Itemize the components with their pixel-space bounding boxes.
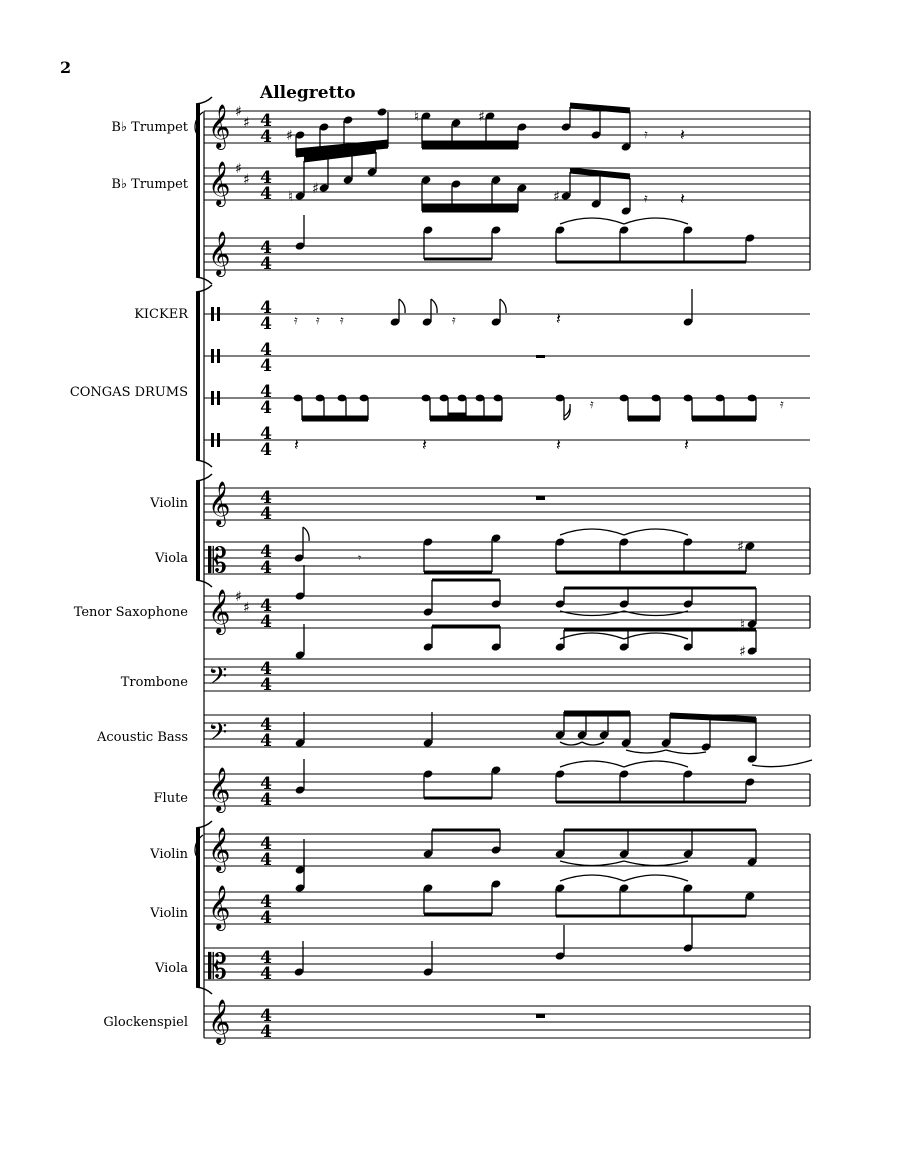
staff-label-violin-2: Violin	[150, 847, 188, 862]
treble-clef-icon: 𝄞	[208, 231, 231, 275]
svg-text:𝄽: 𝄽	[680, 189, 685, 208]
svg-text:𝄿: 𝄿	[294, 313, 298, 327]
time-signature-numerator: 4	[260, 596, 272, 616]
time-signature-numerator: 4	[260, 340, 272, 360]
time-signature-denominator: 4	[260, 254, 272, 274]
svg-text:♯: ♯	[737, 539, 744, 555]
svg-text:𝄿: 𝄿	[644, 191, 648, 205]
staff-lines	[204, 111, 810, 1038]
time-signatures	[260, 111, 272, 1042]
whole-rests	[536, 355, 545, 1018]
time-signature-denominator: 4	[260, 440, 272, 460]
time-signature-denominator: 4	[260, 790, 272, 810]
treble-clef-icon: 𝄞	[208, 589, 231, 633]
svg-text:𝄽: 𝄽	[680, 125, 685, 144]
svg-text:𝄽: 𝄽	[556, 309, 561, 328]
time-signature-denominator: 4	[260, 504, 272, 524]
staff-label-flute: Flute	[153, 791, 188, 806]
time-signature-denominator: 4	[260, 314, 272, 334]
time-signature-numerator: 4	[260, 659, 272, 679]
time-signature-denominator: 4	[260, 964, 272, 984]
time-signature-numerator: 4	[260, 238, 272, 258]
svg-text:𝄿: 𝄿	[340, 313, 344, 327]
treble-clef-icon: 𝄞	[208, 161, 231, 205]
svg-text:♮: ♮	[740, 617, 746, 633]
time-signature-denominator: 4	[260, 675, 272, 695]
time-signature-numerator: 4	[260, 715, 272, 735]
svg-text:♯: ♯	[478, 109, 485, 125]
staff-label-acoustic-bass: Acoustic Bass	[97, 730, 188, 745]
time-signature-numerator: 4	[260, 382, 272, 402]
staff-label-kicker: KICKER	[134, 307, 188, 322]
svg-text:𝄾: 𝄾	[358, 551, 362, 565]
treble-clef-icon: 𝄞	[208, 481, 231, 525]
treble-clef-icon: 𝄞	[208, 827, 231, 871]
staff-label-viola-1: Viola	[154, 551, 188, 566]
svg-text:♯: ♯	[739, 644, 746, 660]
svg-text:𝄽: 𝄽	[422, 435, 427, 454]
alto-clef-icon: 𝄡	[208, 947, 227, 987]
svg-text:𝄽: 𝄽	[294, 435, 299, 454]
svg-text:𝄿: 𝄿	[452, 313, 456, 327]
time-signature-numerator: 4	[260, 834, 272, 854]
time-signature-numerator: 4	[260, 488, 272, 508]
time-signature-denominator: 4	[260, 908, 272, 928]
svg-text:𝄽: 𝄽	[684, 435, 689, 454]
time-signature-numerator: 4	[260, 168, 272, 188]
time-signature-numerator: 4	[260, 111, 272, 131]
treble-clef-icon: 𝄞	[208, 104, 231, 148]
time-signature-denominator: 4	[260, 184, 272, 204]
time-signature-numerator: 4	[260, 892, 272, 912]
percussion-clefs	[211, 307, 220, 447]
tempo-marking: Allegretto	[260, 83, 356, 103]
svg-text:𝄿: 𝄿	[780, 397, 784, 411]
svg-text:𝄿: 𝄿	[316, 313, 320, 327]
time-signature-denominator: 4	[260, 850, 272, 870]
svg-text:♯: ♯	[235, 104, 242, 120]
svg-text:♮: ♮	[414, 109, 420, 125]
time-signature-denominator: 4	[260, 1022, 272, 1042]
staff-label-violin-1: Violin	[150, 496, 188, 511]
time-signature-denominator: 4	[260, 731, 272, 751]
alto-clef-icon: 𝄡	[208, 541, 227, 581]
time-signature-numerator: 4	[260, 424, 272, 444]
treble-clef-icon: 𝄞	[208, 999, 231, 1043]
svg-text:♯: ♯	[553, 189, 560, 205]
staff-label-viola-2: Viola	[154, 961, 188, 976]
treble-clef-icon: 𝄞	[208, 767, 231, 811]
treble-clef-icon: 𝄞	[208, 885, 231, 929]
time-signature-denominator: 4	[260, 127, 272, 147]
time-signature-denominator: 4	[260, 356, 272, 376]
staff-label-trumpet-1: B♭ Trumpet	[111, 120, 188, 135]
svg-text:♯: ♯	[243, 115, 250, 131]
svg-text:♯: ♯	[286, 128, 293, 144]
bass-clef-icon: 𝄢	[208, 662, 228, 697]
time-signature-numerator: 4	[260, 774, 272, 794]
page-number: 2	[60, 58, 72, 77]
svg-text:♯: ♯	[235, 161, 242, 177]
staff-label-congas: CONGAS DRUMS	[69, 385, 188, 400]
svg-text:♯: ♯	[235, 589, 242, 605]
staff-label-glockenspiel: Glockenspiel	[103, 1015, 188, 1030]
svg-text:♯: ♯	[243, 600, 250, 616]
time-signature-numerator: 4	[260, 948, 272, 968]
key-signatures	[235, 104, 250, 616]
svg-text:♮: ♮	[288, 189, 294, 205]
time-signature-denominator: 4	[260, 398, 272, 418]
time-signature-numerator: 4	[260, 298, 272, 318]
staff-label-trumpet-2: B♭ Trumpet	[111, 177, 188, 192]
svg-text:♯: ♯	[243, 172, 250, 188]
staff-label-tenor-sax: Tenor Saxophone	[73, 605, 188, 620]
svg-text:♯: ♯	[312, 181, 319, 197]
svg-text:𝄿: 𝄿	[644, 127, 648, 141]
staff-label-trombone: Trombone	[120, 675, 188, 690]
time-signature-numerator: 4	[260, 542, 272, 562]
svg-text:𝄿: 𝄿	[590, 397, 594, 411]
staff-label-violin-3: Violin	[150, 906, 188, 921]
bass-clef-icon: 𝄢	[208, 718, 228, 753]
time-signature-denominator: 4	[260, 558, 272, 578]
svg-text:𝄽: 𝄽	[556, 435, 561, 454]
time-signature-denominator: 4	[260, 612, 272, 632]
time-signature-numerator: 4	[260, 1006, 272, 1026]
